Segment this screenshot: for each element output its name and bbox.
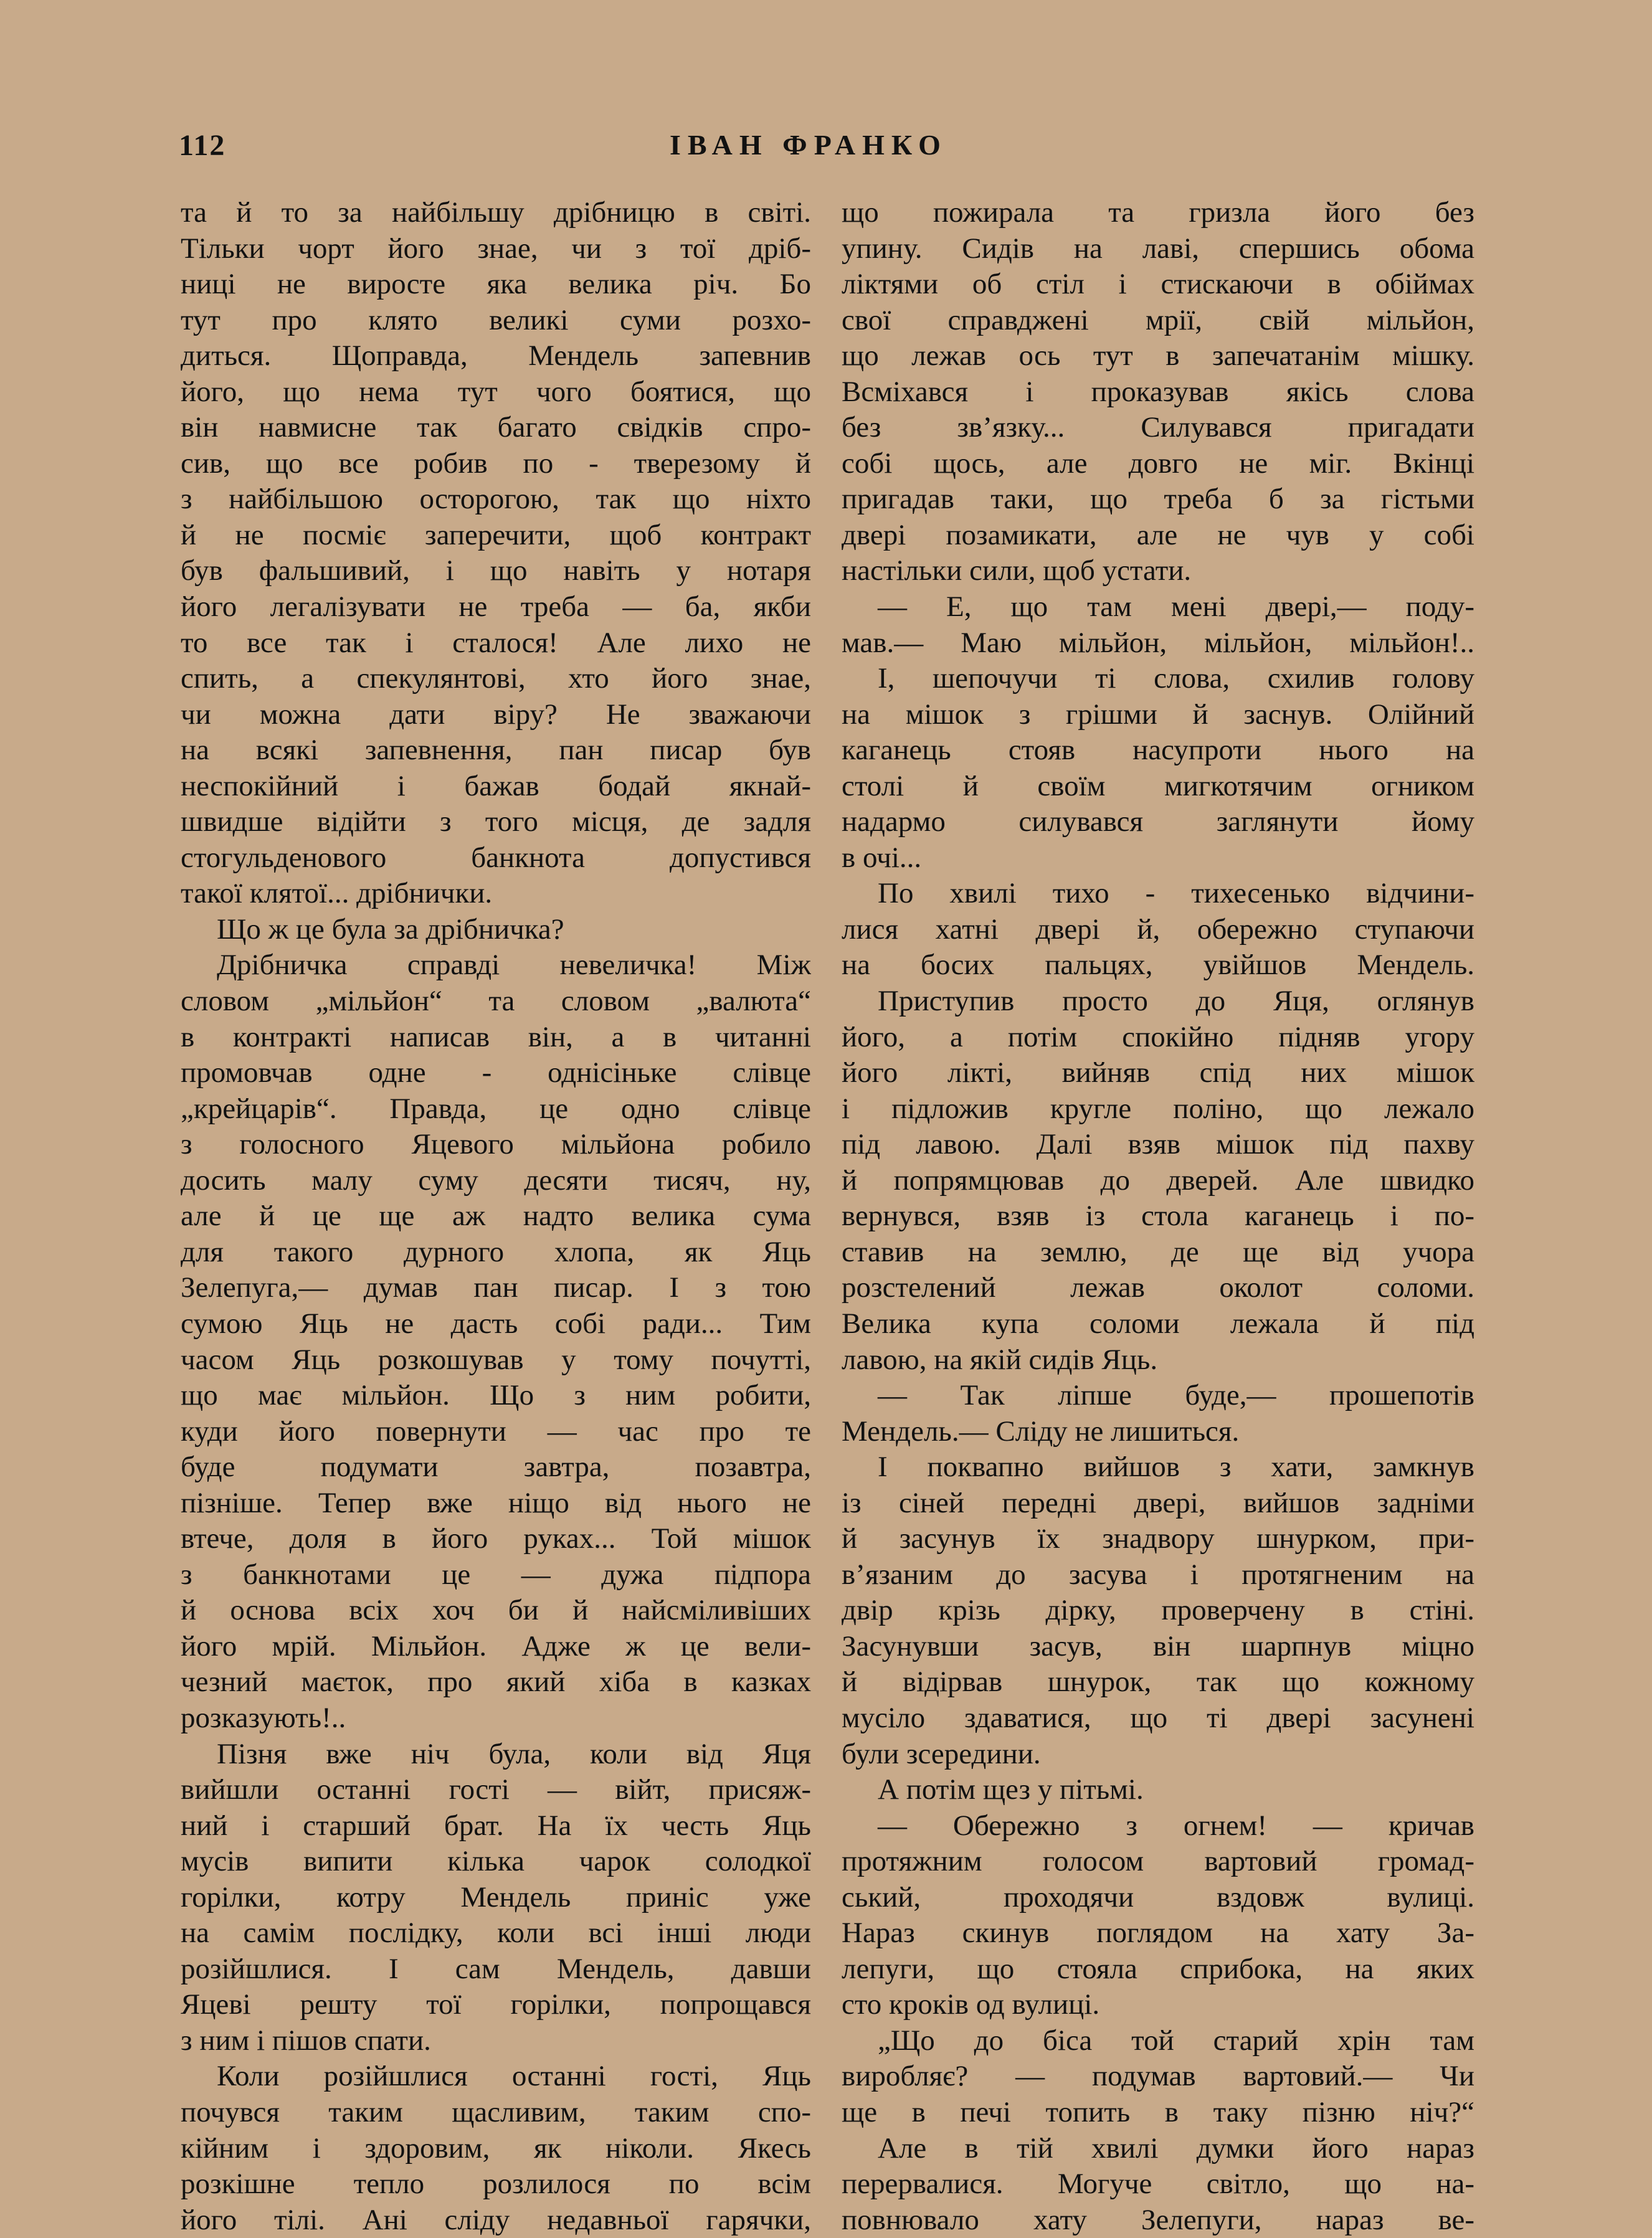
text-line: Тільки чорт його знае, чи з тої дріб-: [181, 232, 811, 265]
text-line: Пізня вже ніч була, коли від Яця: [217, 1737, 811, 1770]
text-line: словом „мільйон“ та словом „валюта“: [181, 985, 811, 1018]
text-line: Всміхався і проказував якісь слова: [842, 375, 1474, 408]
text-line: І поквапно вийшов з хати, замкнув: [878, 1451, 1474, 1484]
text-line: ниці не виросте яка велика річ. Бо: [181, 268, 811, 301]
text-line: були зсередини.: [842, 1737, 1041, 1770]
text-line: настільки сили, щоб устати.: [842, 554, 1192, 587]
text-line: в’язаним до засува і протягненим на: [842, 1558, 1474, 1591]
text-line: А потім щез у пітьмі.: [878, 1773, 1144, 1806]
text-line: упину. Сидів на лаві, спершись обома: [842, 232, 1474, 265]
text-line: вернувся, взяв із стола каганець і по-: [842, 1200, 1474, 1233]
text-line: втече, доля в його руках... Той мішок: [181, 1522, 811, 1555]
text-line: досить малу суму десяти тисяч, ну,: [181, 1164, 811, 1197]
text-line: ще в печі топить в таку пізню ніч?“: [842, 2095, 1474, 2128]
text-line: лепуги, що стояла сприбока, на яких: [842, 1952, 1474, 1985]
text-line: пізніше. Тепер вже ніщо від нього не: [181, 1486, 811, 1519]
text-line: — Обережно з огнем! — кричав: [878, 1809, 1474, 1842]
left-column: [181, 195, 811, 2238]
text-line: столі й своїм мигкотячим огником: [842, 769, 1474, 802]
text-line: вийшли останні гості — війт, присяж-: [181, 1773, 811, 1806]
text-line: з найбільшою осторогою, так що ніхто: [181, 483, 811, 516]
text-line: Але в тій хвилі думки його нараз: [878, 2131, 1474, 2165]
text-line: промовчав одне - однісіньке слівце: [181, 1056, 811, 1089]
text-line: Велика купа соломи лежала й під: [842, 1307, 1474, 1340]
text-line: протяжним голосом вартовий громад-: [842, 1845, 1474, 1878]
text-line: пригадав таки, що треба б за гістьми: [842, 483, 1474, 516]
text-line: повнювало хату Зелепуги, нараз ве-: [842, 2203, 1474, 2236]
text-line: його лікті, вийняв спід них мішок: [842, 1056, 1474, 1089]
text-line: розкішне тепло розлилося по всім: [181, 2168, 811, 2201]
text-line: з банкнотами це — дужа підпора: [181, 1558, 811, 1591]
text-line: горілки, котру Мендель приніс уже: [181, 1880, 811, 1913]
text-line: що пожирала та гризла його без: [842, 196, 1474, 229]
text-line: диться. Щоправда, Мендель запевнив: [181, 339, 811, 372]
text-line: почувся таким щасливим, таким спо-: [181, 2095, 811, 2128]
text-line: сумою Яць не дасть собі ради... Тим: [181, 1307, 811, 1340]
text-line: Що ж це була за дрібничка?: [217, 913, 564, 946]
text-line: лавою, на якій сидів Яць.: [842, 1343, 1158, 1376]
text-line: із сіней передні двері, вийшов задніми: [842, 1486, 1474, 1519]
text-line: ставив на землю, де ще від учора: [842, 1235, 1474, 1268]
text-line: Яцеві решту тої горілки, попрощався: [181, 1988, 811, 2021]
text-line: такої клятої... дрібнички.: [181, 877, 493, 910]
text-line: часом Яць розкошував у тому почутті,: [181, 1343, 811, 1376]
text-line: виробляє? — подумав вартовий.— Чи: [842, 2060, 1474, 2093]
text-line: сто кроків од вулиці.: [842, 1988, 1100, 2021]
text-line: перервалися. Могуче світло, що на-: [842, 2168, 1474, 2201]
text-line: куди його повернути — час про те: [181, 1415, 811, 1448]
text-line: в контракті написав він, а в читанні: [181, 1020, 811, 1053]
text-line: стогульденового банкнота допустився: [181, 841, 811, 874]
text-line: й попрямцював до дверей. Але швидко: [842, 1164, 1474, 1197]
text-line: без зв’язку... Силувався пригадати: [842, 411, 1474, 444]
text-line: двір крізь дірку, проверчену в стіні.: [842, 1594, 1474, 1627]
text-line: — Так ліпше буде,— прошепотів: [878, 1379, 1474, 1412]
text-line: на всякі запевнення, пан писар був: [181, 734, 811, 767]
text-line: й відірвав шнурок, так що кожному: [842, 1666, 1474, 1699]
text-line: з голосного Яцевого мільйона робило: [181, 1128, 811, 1161]
text-line: „крейцарів“. Правда, це одно слівце: [181, 1092, 811, 1125]
text-line: швидше відійти з того місця, де задля: [181, 805, 811, 838]
text-line: каганець стояв насупроти нього на: [842, 734, 1474, 767]
text-line: розійшлися. І сам Мендель, давши: [181, 1952, 811, 1985]
text-line: та й то за найбільшу дрібницю в світі.: [181, 196, 811, 229]
text-line: розказують!..: [181, 1701, 346, 1734]
page-number: 112: [179, 129, 226, 162]
text-line: Дрібничка справді невеличка! Між: [217, 949, 811, 982]
text-line: чезний маєток, про який хіба в казках: [181, 1666, 811, 1699]
text-line: що лежав ось тут в запечатанім мішку.: [842, 339, 1474, 372]
text-line: По хвилі тихо - тихесенько відчини-: [878, 877, 1474, 910]
text-line: його, а потім спокійно підняв угору: [842, 1020, 1474, 1053]
text-line: мав.— Маю мільйон, мільйон, мільйон!..: [842, 626, 1474, 659]
text-line: на босих пальцях, увійшов Мендель.: [842, 949, 1474, 982]
text-line: і підложив кругле поліно, що лежало: [842, 1092, 1474, 1125]
running-title: ІВАН ФРАНКО: [670, 129, 947, 161]
text-line: сив, що все робив по - тверезому й: [181, 447, 811, 480]
text-line: Засунувши засув, він шарпнув міцно: [842, 1629, 1474, 1662]
text-line: й основа всіх хоч би й найсміливіших: [181, 1594, 811, 1627]
text-line: його, що нема тут чого боятися, що: [181, 375, 811, 408]
text-line: спить, а спекулянтові, хто його знае,: [181, 662, 811, 695]
text-line: для такого дурного хлопа, як Яць: [181, 1235, 811, 1268]
text-line: ліктями об стіл і стискаючи в обіймах: [842, 268, 1474, 301]
text-line: його легалізувати не треба — ба, якби: [181, 590, 811, 624]
text-line: на самім послідку, коли всі інші люди: [181, 1917, 811, 1950]
text-line: він навмисне так багато свідків спро-: [181, 411, 811, 444]
text-line: але й це ще аж надто велика сума: [181, 1200, 811, 1233]
text-line: собі щось, але довго не міг. Вкінці: [842, 447, 1474, 480]
text-line: й засунув їх знадвору шнурком, при-: [842, 1522, 1474, 1555]
text-line: мусіло здаватися, що ті двері засунені: [842, 1701, 1474, 1734]
text-line: Приступив просто до Яця, оглянув: [878, 985, 1474, 1018]
text-line: надармо силувався заглянути йому: [842, 805, 1474, 838]
text-line: розстелений лежав околот соломи.: [842, 1271, 1474, 1304]
text-line: двері позамикати, але не чув у собі: [842, 518, 1474, 551]
text-line: й не посміє заперечити, щоб контракт: [181, 518, 811, 551]
text-line: ний і старший брат. На їх честь Яць: [181, 1809, 811, 1842]
right-column: [842, 195, 1474, 2238]
page-header: [0, 128, 1652, 166]
text-line: мусів випити кілька чарок солодкої: [181, 1845, 811, 1878]
text-line: був фальшивий, і що навіть у нотаря: [181, 554, 811, 587]
text-line: тут про клято великі суми розхо-: [181, 303, 811, 336]
text-line: І, шепочучи ті слова, схилив голову: [878, 662, 1474, 695]
text-line: то все так і сталося! Але лихо не: [181, 626, 811, 659]
text-line: кійним і здоровим, як ніколи. Якесь: [181, 2131, 811, 2165]
text-line: його тілі. Ані сліду недавньої гарячки,: [181, 2203, 811, 2236]
text-line: свої справджені мрії, свій мільйон,: [842, 303, 1474, 336]
text-line: лися хатні двері й, обережно ступаючи: [842, 913, 1474, 946]
text-line: неспокійний і бажав бодай якнай-: [181, 769, 811, 802]
text-line: чи можна дати віру? Не зважаючи: [181, 698, 811, 731]
text-line: — Е, що там мені двері,— поду-: [878, 590, 1474, 624]
text-line: що має мільйон. Що з ним робити,: [181, 1379, 811, 1412]
text-line: його мрій. Мільйон. Адже ж це вели-: [181, 1629, 811, 1662]
text-line: в очі...: [842, 841, 922, 874]
text-line: на мішок з грішми й заснув. Олійний: [842, 698, 1474, 731]
text-line: Мендель.— Сліду не лишиться.: [842, 1415, 1240, 1448]
text-line: ський, проходячи вздовж вулиці.: [842, 1880, 1474, 1913]
text-line: під лавою. Далі взяв мішок під пахву: [842, 1128, 1474, 1161]
text-line: з ним і пішов спати.: [181, 2024, 431, 2057]
text-line: буде подумати завтра, позавтра,: [181, 1451, 811, 1484]
text-line: Зелепуга,— думав пан писар. І з тою: [181, 1271, 811, 1304]
text-line: „Що до біса той старий хрін там: [878, 2024, 1474, 2057]
text-line: Нараз скинув поглядом на хату За-: [842, 1917, 1474, 1950]
text-line: Коли розійшлися останні гості, Яць: [217, 2060, 811, 2093]
